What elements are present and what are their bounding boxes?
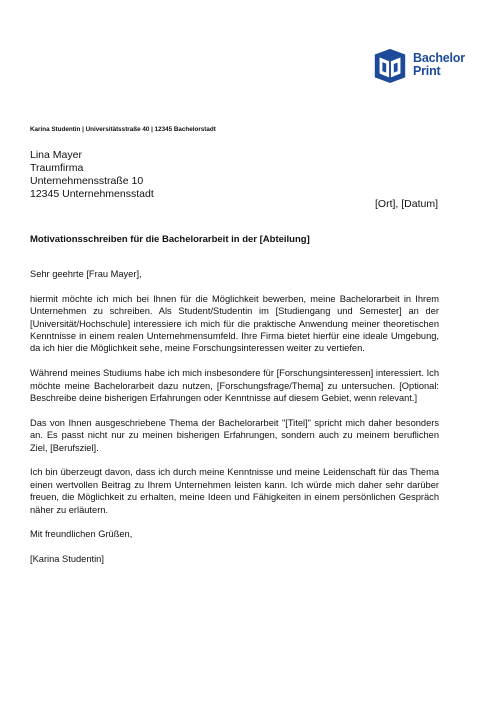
paragraph-3: Das von Ihnen ausgeschriebene Thema der Bachelorarbeit "[Titel]" spricht mich daher besonders an. Es passt nicht nur zu meinen bisherigen Erfahrungen, sondern auch zu meinem beruflichen Ziel, [Berufsziel]. [30, 417, 439, 453]
paragraph-2: Während meines Studiums habe ich mich insbesondere für [Forschungsinteressen] interessiert. Ich möchte meine Bachelorarbeit dazu nutzen, [Forschungsfrage/Thema] zu untersuchen. [Optional: Beschreibe deine bisherigen Erfahrungen oder Kenntnisse auf diesem Gebiet, wenn relevant.] [30, 368, 439, 404]
logo-line-1: Bachelor [413, 51, 465, 65]
recipient-name: Lina Mayer [30, 149, 82, 161]
closing: Mit freundlichen Grüßen, [30, 529, 133, 540]
letter-body [30, 268, 439, 566]
logo-wordmark [413, 52, 465, 78]
paragraph-4: Ich bin überzeugt davon, dass ich durch meine Kenntnisse und meine Leidenschaft für das Thema einen wertvollen Beitrag zu Ihrem Unternehmen leisten kann. Ich würde mich daher sehr darüber freuen, die Möglichkeit zu erhalten, meine Ideen und Fähigkeiten in einem persönlichen Gespräch näher zu erläutern. [30, 467, 439, 515]
recipient-address [30, 149, 154, 201]
bachelor-print-logo [371, 40, 499, 90]
book-icon [371, 45, 409, 85]
recipient-city: 12345 Unternehmensstadt [30, 188, 154, 200]
salutation: Sehr geehrte [Frau Mayer], [30, 269, 142, 279]
logo-line-2: Print [413, 64, 441, 78]
signature: [Karina Studentin] [30, 554, 104, 565]
sender-address-line: Karina Studentin | Universitätsstraße 40 | 12345 Bachelorstadt [30, 126, 216, 133]
paragraph-1: hiermit möchte ich mich bei Ihnen für die Möglichkeit bewerben, meine Bachelorarbeit in Ihrem Unternehmen zu schreiben. Als Student/Studentin im [Studiengang und Semester] an der [Universität/Hochschule] interessiere ich mich für die praktische Anwendung meiner theoretischen Kenntnisse in einem realen Unternehmensumfeld. Ihre Firma bietet hierfür eine ideale Umgebung, da ich hier die Möglichkeit sehe, meine Forschungsinteressen weiter zu vertiefen. [30, 293, 439, 354]
letter-subject: Motivationsschreiben für die Bachelorarbeit in der [Abteilung] [30, 234, 310, 245]
recipient-company: Traumfirma [30, 162, 84, 174]
place-date: [Ort], [Datum] [374, 198, 438, 210]
recipient-street: Unternehmensstraße 10 [30, 175, 144, 187]
